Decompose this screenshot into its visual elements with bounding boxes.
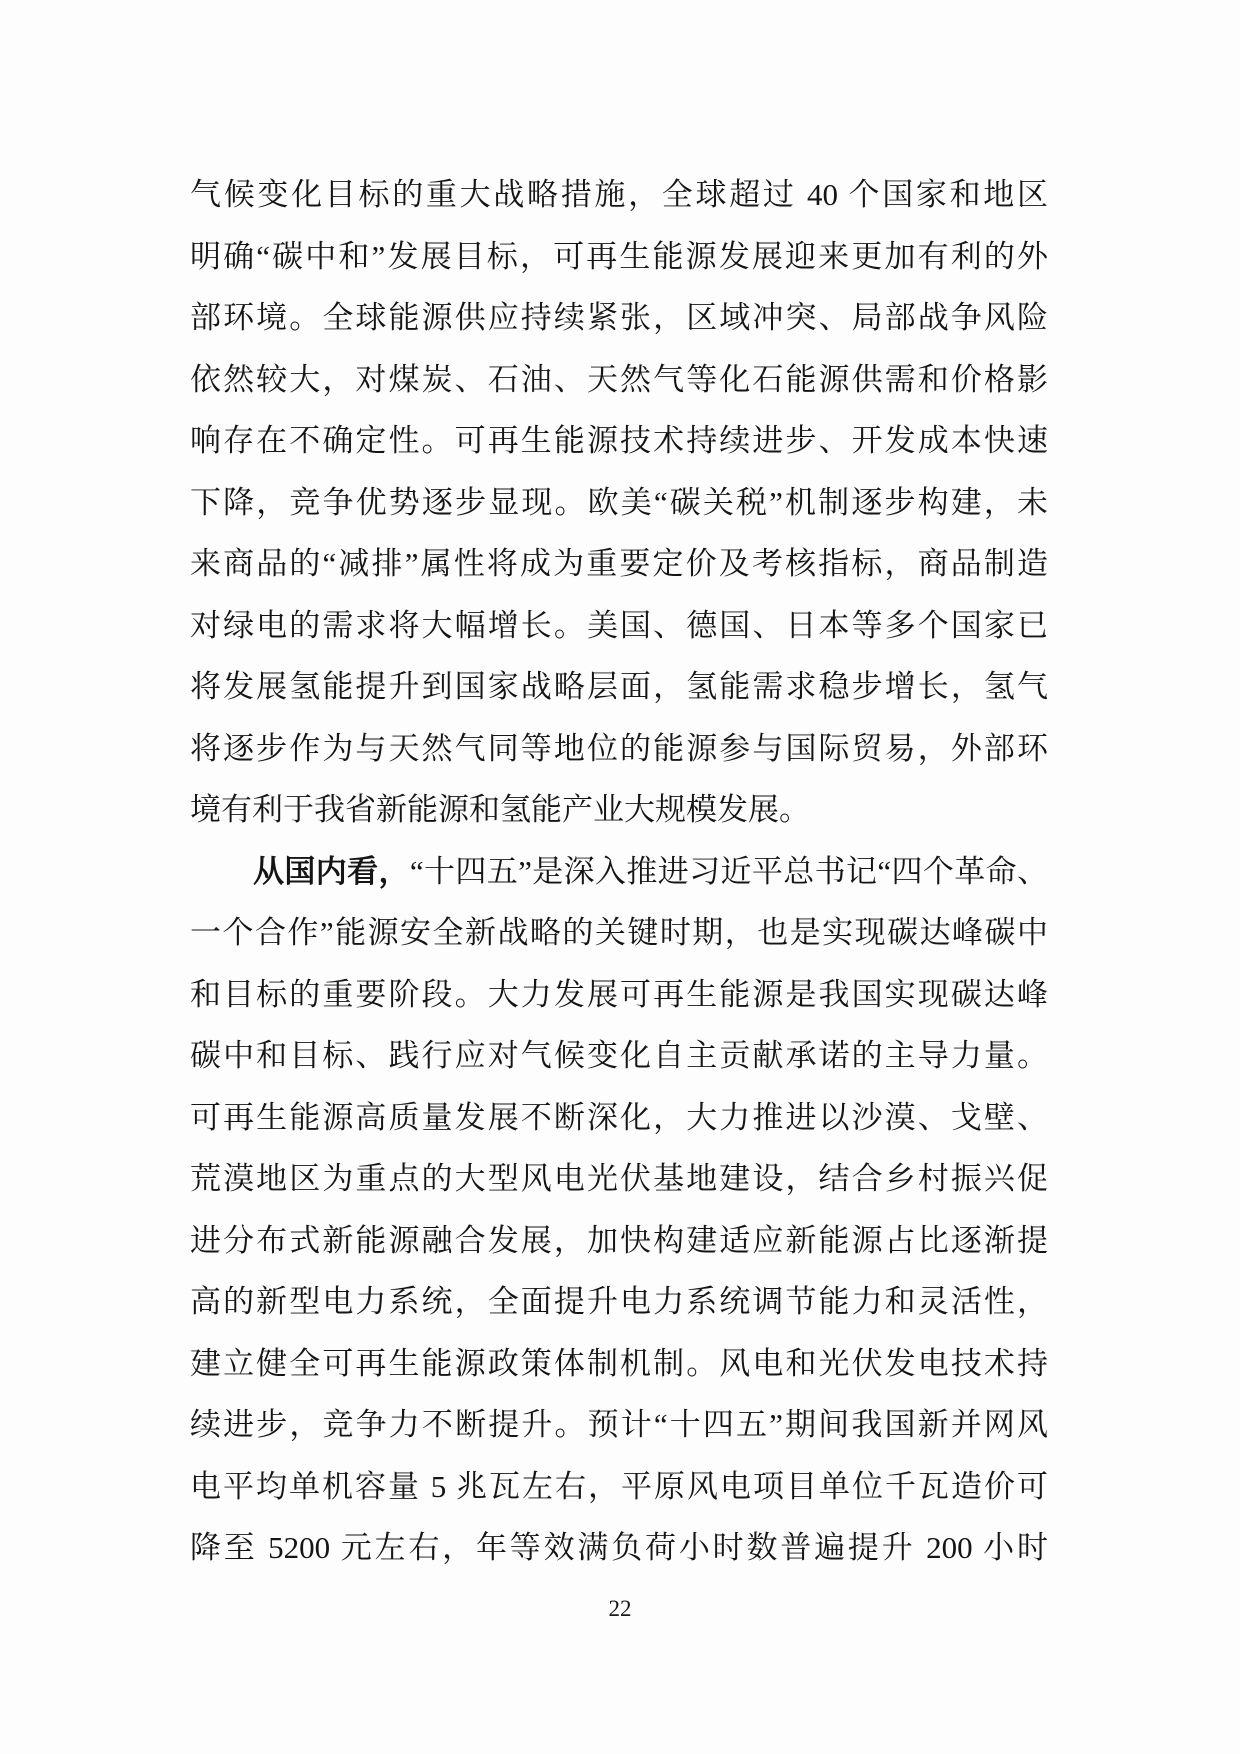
text-line: 荒漠地区为重点的大型风电光伏基地建设，结合乡村振兴促 [190, 1161, 1048, 1196]
text-line: 和目标的重要阶段。大力发展可再生能源是我国实现碳达峰 [190, 976, 1048, 1012]
paragraph-start-line [190, 841, 1048, 903]
text-line: 进分布式新能源融合发展，加快构建适应新能源占比逐渐提 [190, 1222, 1048, 1258]
paragraph-end-line: 境有利于我省新能源和氢能产业大规模发展。 [190, 792, 810, 827]
text-line: 下降，竞争优势逐步显现。欧美“碳关税”机制逐步构建，未 [190, 484, 1048, 520]
text-line: 部环境。全球能源供应持续紧张，区域冲突、局部战争风险 [190, 300, 1048, 335]
paragraph-lead-bold: 从国内看， [253, 853, 410, 889]
text-line: 续进步，竞争力不断提升。预计“十四五”期间我国新并网风 [190, 1407, 1048, 1442]
paragraph-lead-rest: “十四五”是深入推进习近平总书记“四个革命、 [409, 853, 1049, 889]
text-line: 明确“碳中和”发展目标，可再生能源发展迎来更加有利的外 [190, 238, 1048, 274]
text-line: 响存在不确定性。可再生能源技术持续进步、开发成本快速 [190, 423, 1048, 458]
text-line: 建立健全可再生能源政策体制机制。风电和光伏发电技术持 [190, 1345, 1048, 1381]
text-line: 一个合作”能源安全新战略的关键时期，也是实现碳达峰碳中 [190, 915, 1048, 950]
text-line: 依然较大，对煤炭、石油、天然气等化石能源供需和价格影 [190, 361, 1048, 397]
text-line: 气候变化目标的重大战略措施，全球超过 40 个国家和地区 [190, 177, 1048, 212]
text-line: 将发展氢能提升到国家战略层面，氢能需求稳步增长，氢气 [190, 669, 1048, 704]
text-line: 将逐步作为与天然气同等地位的能源参与国际贸易，外部环 [190, 730, 1048, 766]
body-text [190, 164, 1048, 1579]
text-line: 可再生能源高质量发展不断深化，大力推进以沙漠、戈壁、 [190, 1099, 1048, 1135]
text-line: 对绿电的需求将大幅增长。美国、德国、日本等多个国家已 [190, 607, 1048, 643]
text-line: 电平均单机容量 5 兆瓦左右，平原风电项目单位千瓦造价可 [190, 1468, 1048, 1504]
text-line: 碳中和目标、践行应对气候变化自主贡献承诺的主导力量。 [190, 1038, 1048, 1073]
text-line: 来商品的“减排”属性将成为重要定价及考核指标，商品制造 [190, 546, 1048, 581]
text-line: 降至 5200 元左右，年等效满负荷小时数普遍提升 200 小时 [190, 1530, 1048, 1565]
page-number: 22 [608, 1596, 632, 1621]
text-line: 高的新型电力系统，全面提升电力系统调节能力和灵活性， [190, 1284, 1048, 1319]
